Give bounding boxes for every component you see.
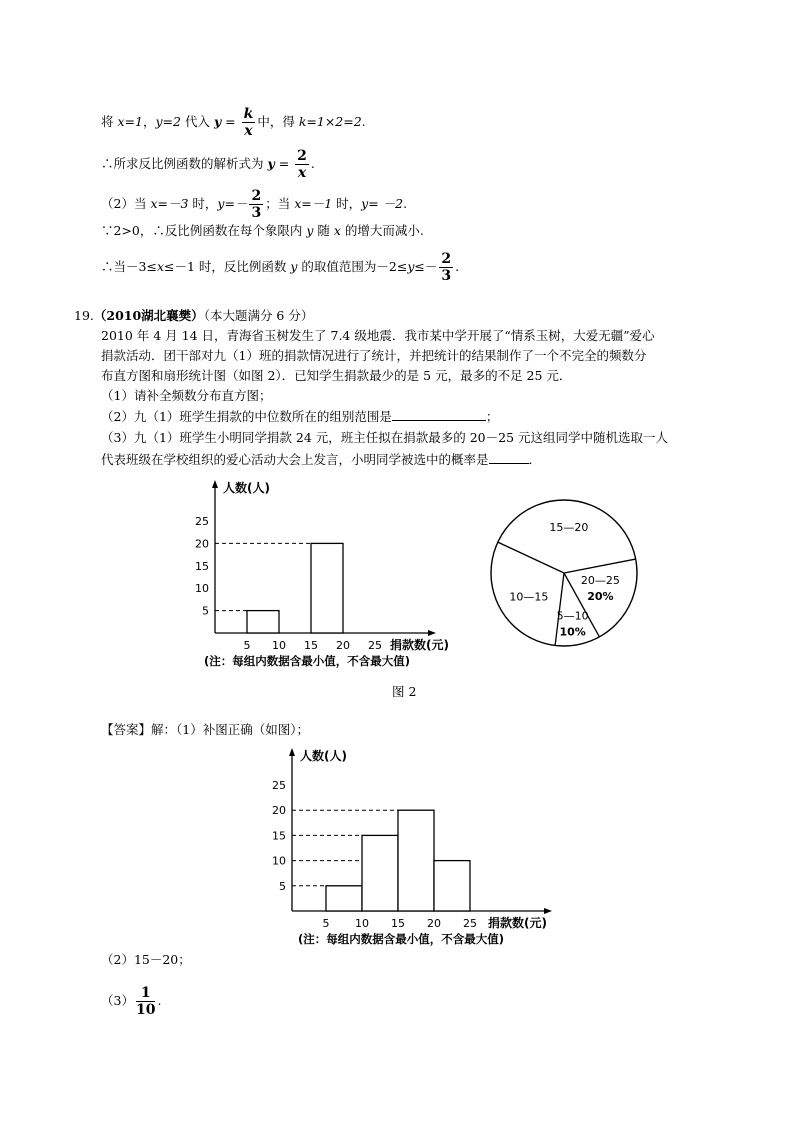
answer-intro: 【答案】解：（1）补图正确（如图）；: [101, 722, 309, 737]
solution-line-4: ∵2>0，∴反比例函数在每个象限内 y 随 x 的增大而减小.: [101, 223, 424, 238]
y-axis-arrow: [289, 748, 295, 756]
histogram-bar: [311, 543, 343, 633]
answer-blank-2: [489, 451, 529, 464]
question-part-3-line-1: （3）九（1）班学生小明同学捐款 24 元，班主任拟在捐款最多的 20－25 元这组同学中随机选取一人: [101, 430, 669, 445]
chart-note: (注：每组内数据含最小值，不含最大值): [298, 932, 505, 946]
x-tick-label: 5: [322, 917, 330, 930]
pie-slice-label: 10—15: [509, 590, 549, 604]
x-tick-label: 10: [355, 917, 369, 930]
solution-line-3: （2）当 x=－3 时，y=－ $\frac{2}{3}$ ；当 x=－1 时，y= －2.: [101, 188, 408, 221]
answer-blank-1: [392, 408, 486, 421]
question-source: （2010湖北襄樊）: [93, 308, 204, 323]
histogram-bar: [398, 810, 434, 911]
y-tick-label: 15: [195, 559, 209, 573]
pie-slice-percent: 20%: [587, 589, 614, 603]
question-number: 19.: [74, 308, 94, 323]
x-tick-label: 25: [463, 917, 477, 930]
question-part-3-line-2: 代表班级在学校组织的爱心活动大会上发言，小明同学被选中的概率是 ．: [101, 452, 542, 467]
y-tick-label: 5: [279, 879, 286, 893]
question-para-2: 捐款活动．团干部对九（1）班的捐款情况进行了统计，并把统计的结果制作了一个不完全的频数分: [101, 348, 647, 363]
answer-part-2: （2）15－20；: [101, 952, 191, 967]
x-tick-label: 15: [304, 639, 318, 652]
histogram-bar: [362, 835, 398, 911]
x-tick-label: 20: [336, 639, 350, 652]
fraction-1-over-10: $\frac{1}{10}$: [135, 985, 156, 1018]
pie-slice-label: 20—25: [580, 573, 620, 587]
pie-slice-label: 5—10: [556, 609, 589, 623]
x-axis-label: 捐款数(元): [390, 638, 449, 652]
question-para-3: 布直方图和扇形统计图（如图 2）．已知学生捐款最少的是 5 元，最多的不足 25 元．: [101, 368, 572, 383]
solution-line-1: 将 x=1，y=2 代入 y = $\frac{k}{x}$ 中，得 k=1×2=2.: [101, 106, 366, 139]
question-score: （本大题满分 6 分）: [203, 308, 314, 323]
y-tick-label: 10: [195, 582, 209, 596]
histogram-bar: [247, 611, 279, 633]
chart-note: (注：每组内数据含最小值，不含最大值): [204, 654, 411, 668]
pie-slice-label: 15—20: [549, 521, 589, 535]
figure-caption: 图 2: [392, 684, 417, 699]
x-axis-arrow: [544, 908, 552, 914]
y-tick-label: 20: [195, 537, 209, 551]
y-axis-arrow: [212, 480, 218, 488]
x-axis-arrow: [428, 630, 436, 636]
question-part-1: （1）请补全频数分布直方图；: [101, 388, 272, 403]
y-tick-label: 15: [272, 829, 286, 843]
solution-line-5: ∴当－3≤x≤－1 时，反比例函数 y 的取值范围为－2≤y≤－ $\frac{2}{3}$ .: [101, 251, 460, 284]
fraction-2-over-3: $\frac{2}{3}$: [251, 188, 262, 221]
histogram-bar: [434, 861, 470, 911]
histogram-complete: [250, 746, 560, 946]
question-part-2: （2）九（1）班学生捐款的中位数所在的组别范围是 ；: [101, 409, 499, 424]
y-axis-label: 人数(人): [300, 749, 347, 763]
question-para-1: 2010 年 4 月 14 日，青海省玉树发生了 7.4 级地震．我市某中学开展了“情系玉树，大爱无疆”爱心: [101, 328, 655, 343]
y-tick-label: 10: [272, 854, 286, 868]
question-header: [74, 307, 313, 325]
solution-line-2: ∴所求反比例函数的解析式为 y = $\frac{2}{x}$ .: [101, 148, 315, 181]
y-tick-label: 5: [202, 604, 209, 618]
y-axis-label: 人数(人): [223, 481, 270, 495]
y-tick-label: 25: [195, 515, 209, 528]
answer-part-3: （3） $\frac{1}{10}$ .: [101, 985, 162, 1018]
x-tick-label: 10: [272, 639, 286, 652]
pie-slice-percent: 10%: [559, 625, 586, 639]
x-tick-label: 5: [243, 639, 251, 652]
y-tick-label: 20: [272, 804, 286, 818]
y-tick-label: 25: [272, 779, 286, 792]
histogram-incomplete: [190, 478, 465, 676]
x-tick-label: 20: [427, 917, 441, 930]
fraction-2-over-x: $\frac{2}{x}$: [297, 148, 307, 181]
pie-chart: [488, 496, 648, 666]
fraction-2-over-3-b: $\frac{2}{3}$: [441, 251, 452, 284]
x-axis-label: 捐款数(元): [488, 916, 547, 930]
fraction-k-over-x: $\frac{k}{x}$: [243, 106, 254, 139]
x-tick-label: 25: [368, 639, 382, 652]
x-tick-label: 15: [391, 917, 405, 930]
histogram-bar: [326, 886, 362, 911]
